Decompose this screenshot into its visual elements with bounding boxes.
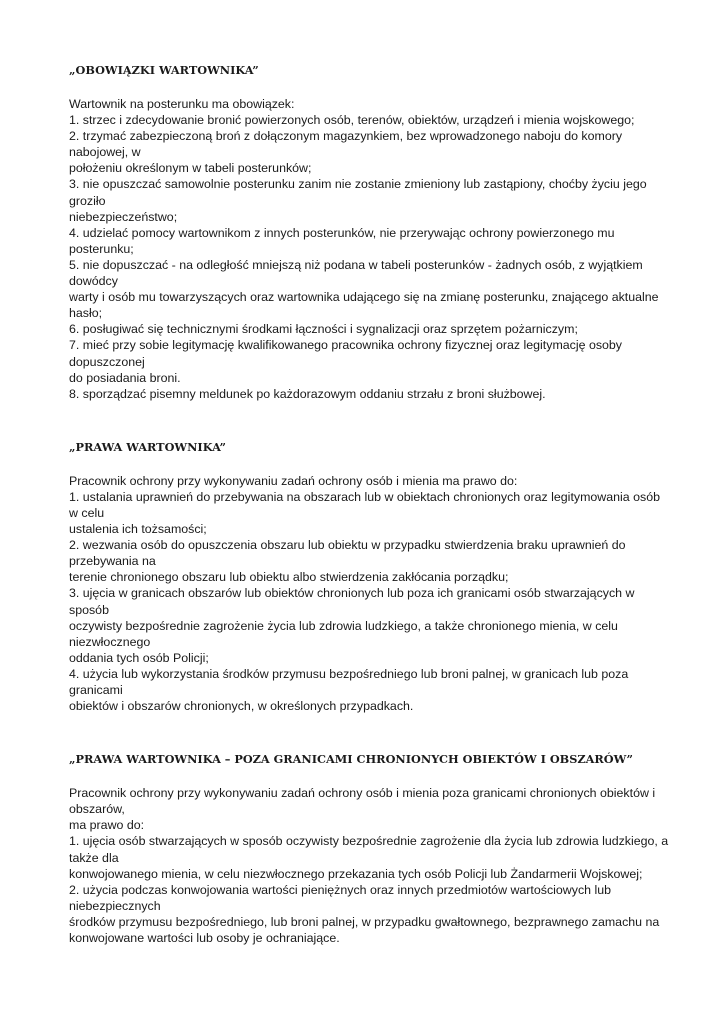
section-spacer xyxy=(69,402,669,439)
text-line: 6. posługiwać się technicznymi środkami łączności i sygnalizacji oraz sprzętem pożarniczym; xyxy=(69,322,578,337)
text-line: groziło xyxy=(69,193,106,208)
text-line: niezwłocznego xyxy=(69,634,151,649)
text-line: sposób xyxy=(69,602,109,617)
text-line: ustalenia ich tożsamości; xyxy=(69,522,207,537)
text-line: niebezpiecznych xyxy=(69,898,161,913)
text-line: terenie chronionego obszaru lub obiektu albo stwierdzenia zakłócania porządku; xyxy=(69,570,509,585)
text-line: 2. wezwania osób do opuszczenia obszaru lub obiektu w przypadku stwierdzenia braku uprawnień do xyxy=(69,538,626,553)
text-line: 4. użycia lub wykorzystania środków przymusu bezpośredniego lub broni palnej, w granicach lub poza xyxy=(69,666,629,681)
text-line: 7. mieć przy sobie legitymację kwalifikowanego pracownika ochrony fizycznej oraz legitymację osoby xyxy=(69,338,623,353)
text-line: 1. ustalania uprawnień do przebywania na obszarach lub w obiektach chronionych oraz legitymowania osób xyxy=(69,489,660,504)
text-line: warty i osób mu towarzyszących oraz wartownika udającego się na zmianę posterunku, znającego aktualne xyxy=(69,290,659,305)
text-line: w celu xyxy=(69,505,105,520)
text-line: obiektów i obszarów chronionych, w określonych przypadkach. xyxy=(69,699,414,714)
text-line: środków przymusu bezpośredniego, lub broni palnej, w przypadku gwałtownego, bezprawnego zamachu na xyxy=(69,914,660,929)
text-line: także dla xyxy=(69,850,119,865)
heading-spacer xyxy=(69,767,669,785)
text-line: oddania tych osób Policji; xyxy=(69,650,209,665)
text-line: 2. użycia podczas konwojowania wartości pieniężnych oraz innych przedmiotów wartościowych lub xyxy=(69,882,612,897)
text-line: Wartownik na posterunku ma obowiązek: xyxy=(69,97,295,111)
section-heading: „PRAWA WARTOWNIKA – POZA GRANICAMI CHRONIONYCH OBIEKTÓW I OBSZARÓW” xyxy=(69,752,634,767)
heading-spacer xyxy=(69,78,669,96)
text-line: obszarów, xyxy=(69,802,125,817)
text-line: 3. ujęcia w granicach obszarów lub obiektów chronionych lub poza ich granicami osób stwarzających w xyxy=(69,586,635,601)
text-line: dopuszczonej xyxy=(69,354,145,369)
section-heading: „OBOWIĄZKI WARTOWNIKA” xyxy=(69,63,259,77)
text-line: 4. udzielać pomocy wartownikom z innych posterunków, nie przerywając ochrony powierzonego mu xyxy=(69,225,615,240)
text-line: granicami xyxy=(69,683,123,697)
document-section xyxy=(69,439,669,714)
text-line: do posiadania broni. xyxy=(69,370,181,385)
document-body xyxy=(69,62,669,946)
section-heading: „PRAWA WARTOWNIKA” xyxy=(69,439,226,454)
section-spacer xyxy=(69,714,669,751)
text-line: posterunku; xyxy=(69,241,134,256)
text-line: 8. sporządzać pisemny meldunek po każdorazowym oddaniu strzału z broni służbowej. xyxy=(69,386,546,401)
heading-spacer xyxy=(69,455,669,473)
text-line: 1. strzec i zdecydowanie bronić powierzonych osób, terenów, obiektów, urządzeń i mienia wojskowego; xyxy=(69,113,635,128)
document-page xyxy=(69,62,669,946)
text-line: 3. nie opuszczać samowolnie posterunku zanim nie zostanie zmieniony lub zastąpiony, choćby życiu jego xyxy=(69,177,647,192)
text-line: Pracownik ochrony przy wykonywaniu zadań ochrony osób i mienia poza granicami chronionych obiektów i xyxy=(69,786,656,801)
document-section xyxy=(69,751,669,946)
document-section xyxy=(69,62,669,402)
text-line: Pracownik ochrony przy wykonywaniu zadań ochrony osób i mienia ma prawo do: xyxy=(69,473,518,488)
text-line: niebezpieczeństwo; xyxy=(69,209,178,224)
text-line: położeniu określonym w tabeli posterunków; xyxy=(69,161,312,176)
text-line: dowódcy xyxy=(69,274,118,289)
text-line: konwojowane wartości lub osoby je ochraniające. xyxy=(69,931,340,946)
text-line: 2. trzymać zabezpieczoną broń z dołączonym magazynkiem, bez wprowadzonego naboju do komory xyxy=(69,129,623,144)
text-line: nabojowej, w xyxy=(69,145,141,160)
text-line: przebywania na xyxy=(69,554,156,569)
text-line: ma prawo do: xyxy=(69,818,145,833)
text-line: 5. nie dopuszczać - na odległość mniejszą niż podana w tabeli posterunków - żadnych osób, z wyjątkiem xyxy=(69,257,643,272)
text-line: 1. ujęcia osób stwarzających w sposób oczywisty bezpośrednie zagrożenie dla życia lub zdrowia ludzkiego, a xyxy=(69,834,669,849)
text-line: oczywisty bezpośrednie zagrożenie życia lub zdrowia ludzkiego, a także chronionego mienia, w celu xyxy=(69,618,618,633)
text-line: hasło; xyxy=(69,306,103,321)
text-line: konwojowanego mienia, w celu niezwłocznego przekazania tych osób Policji lub Żandarmerii Wojskowej; xyxy=(69,866,643,881)
